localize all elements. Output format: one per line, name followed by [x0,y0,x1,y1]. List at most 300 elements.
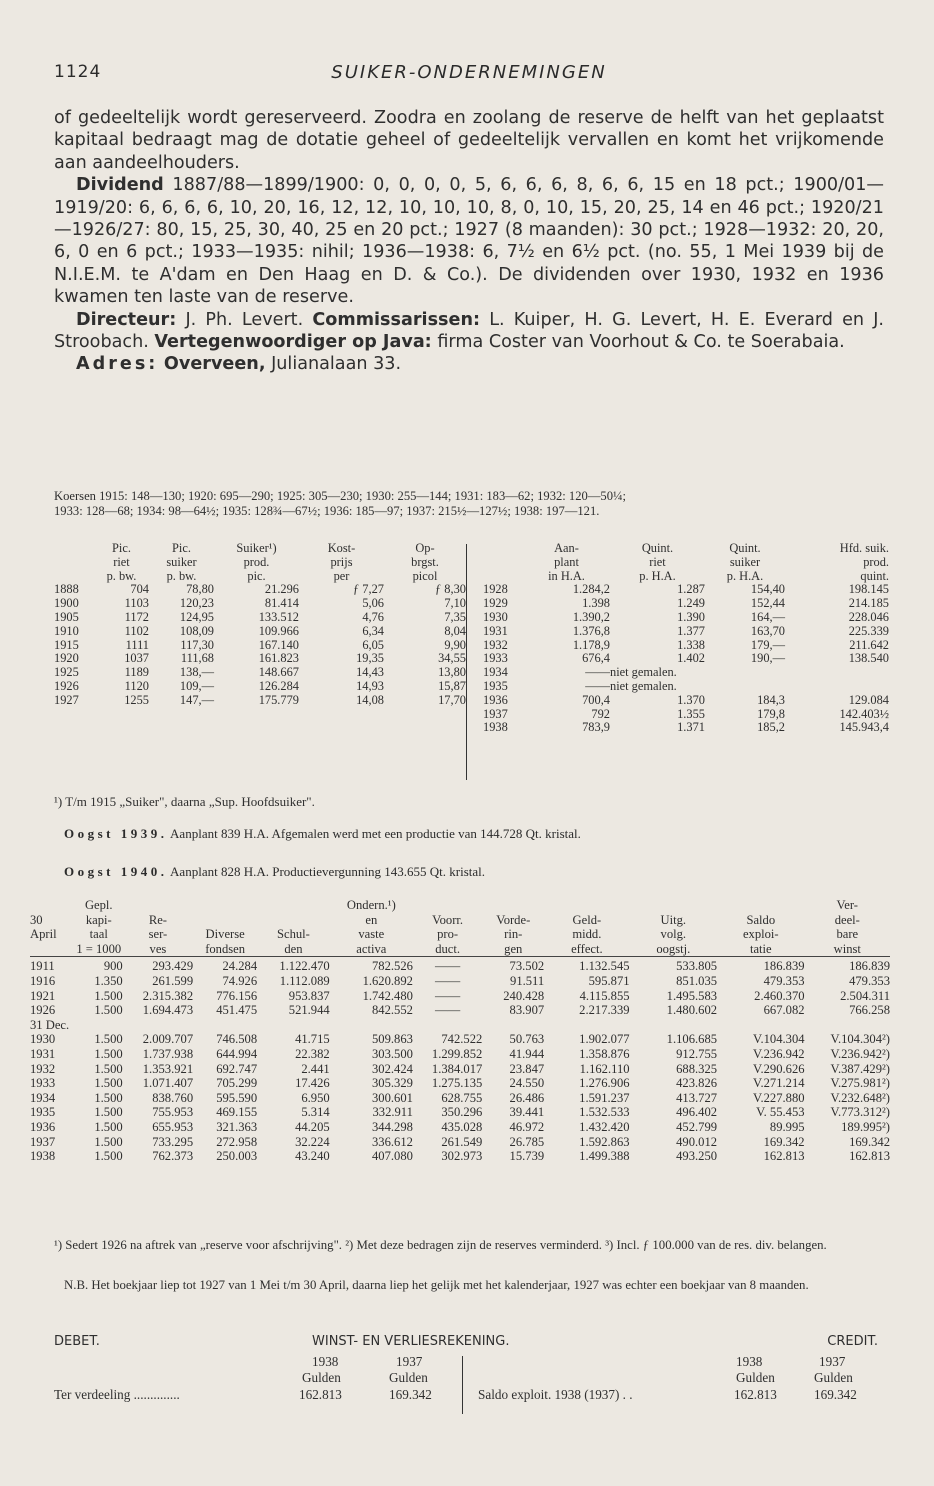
table-row [483,611,889,625]
table-cell: 24.284 [222,959,258,974]
table-cell: 169.342 [763,1134,805,1149]
balance-table [30,898,890,1164]
table-cell [482,898,544,913]
page-number: 1124 [54,62,102,82]
table-cell: 214.185 [848,596,889,611]
table-cell: 111,68 [180,651,214,666]
table-cell: 30 [30,912,43,927]
oogst-1940 [64,864,485,880]
table-cell: V.236.942 [752,1046,805,1061]
table-cell: 1935 [30,1105,56,1120]
table-cell: 17,70 [438,692,466,707]
table-cell: 14,93 [356,678,384,693]
table-cell: 1.370 [677,692,705,707]
table-cell: 1.071.407 [142,1076,194,1091]
table-cell: 124,95 [179,609,214,624]
table-cell: 74.926 [222,973,258,988]
table-cell: 109,— [179,678,214,693]
table-cell [785,666,889,680]
table-cell [257,898,330,913]
table-cell: 19,35 [356,651,384,666]
table-cell: 332.911 [372,1105,413,1120]
table-cell: 31 Dec. [30,1017,70,1032]
table-cell: 8,04 [444,623,466,638]
table-cell: 321.363 [216,1119,258,1134]
table-cell: 23.847 [509,1061,545,1076]
unit-left-1: Gulden [302,1370,341,1385]
table-cell: 1.132.545 [579,959,630,974]
table-cell: 842.552 [372,1003,413,1018]
table-cell: 1921 [30,988,56,1003]
table-cell: tatie [749,941,772,956]
table-cell: 851.035 [676,973,718,988]
table-row [30,1032,890,1047]
table-cell: 413.727 [676,1090,718,1105]
table-cell: 1933 [483,651,508,666]
paragraph-reserve: of gedeeltelijk wordt gereserveerd. Zoodra en zoolang de reserve de helft van het geplaatst kapitaal bedraagt mag de dotatie geheel of gedeeltelijk vervallen en komt het vrijkomende aan aandeelhouders. [54,108,884,173]
table-cell [544,898,629,913]
table-cell: 1.350 [94,973,123,988]
table-cell: 667.082 [763,1003,805,1018]
table-cell: Aan- [554,541,579,555]
table-cell: 1900 [54,596,79,611]
table-cell: 451.475 [216,1003,258,1018]
table-cell: gen [504,941,523,956]
table-cell: 838.760 [152,1090,194,1105]
table-cell: Ondern.¹) [346,898,396,912]
table-cell [30,942,75,957]
table-cell: 1916 [30,973,56,988]
table-cell: p. bw. [106,568,137,583]
table-cell: ser- [148,927,168,942]
paragraph-adres [54,353,884,375]
table-cell: 148.667 [258,665,299,680]
table-header-row [30,898,890,913]
table-cell: 169.342 [849,1134,890,1149]
table-cell: 1.500 [94,1032,123,1047]
table-cell: 755.953 [152,1105,194,1120]
table-cell: 782.526 [372,959,413,974]
table-cell: fondsen [205,941,246,956]
table-header-row [483,570,889,584]
table-row [54,680,466,694]
table-cell: deel- [834,912,860,927]
unit-right-1: Gulden [736,1370,775,1385]
adres-place: Overveen, [163,354,266,375]
table-row [483,708,889,722]
footnote-suiker: ¹) T/m 1915 „Suiker", daarna „Sup. Hoofdsuiker". [54,794,315,809]
table-header-row [483,556,889,570]
table-cell: 1.500 [94,1003,123,1018]
table-cell: 1.299.852 [431,1046,483,1061]
table-cell [785,680,889,694]
table-cell: Ver- [836,898,858,912]
table-cell: 792 [591,706,610,721]
page-header [54,62,884,88]
table-cell: 1927 [54,692,79,707]
table-cell: 1.620.892 [362,973,413,988]
table-cell: 2.009.707 [142,1032,194,1047]
directeur-text: J. Ph. Levert. [185,309,304,330]
table-cell: 50.763 [509,1032,545,1047]
adres-label: Adres: [76,354,159,375]
table-cell: 493.250 [676,1149,718,1164]
table-cell: 145.943,4 [839,720,889,735]
table-cell: V.232.648²) [830,1090,890,1105]
vertegenwoordiger-label: Vertegenwoordiger op Java: [154,332,432,353]
table-cell: 117,30 [180,637,214,652]
year-1937-right: 1937 [819,1354,846,1369]
table-row [54,694,466,708]
table-cell: 21.296 [264,582,299,597]
table-cell: 1933 [30,1076,56,1091]
table-row [483,680,889,694]
table-cell: —— [435,988,461,1003]
winst-title: WINST- EN VERLIESREKENING. [312,1334,510,1349]
oogst-label: Oogst 1940. [64,864,168,879]
production-table-left [54,542,466,708]
table-cell: 1932 [483,637,508,652]
table-cell: 17.426 [295,1076,330,1091]
table-cell: en [365,912,378,927]
table-cell: 1.500 [94,988,123,1003]
table-cell: 1936 [483,692,508,707]
table-cell: 742.522 [441,1032,483,1047]
koersen-line: 1933: 128—68; 1934: 98—64½; 1935: 128¾—67½; 1936: 185—97; 1937: 215½—127½; 1938: 197—121. [54,504,600,518]
table-cell: 912.755 [676,1046,718,1061]
table-cell: 1103 [124,596,149,611]
table-cell: 9,90 [444,637,466,652]
table-cell: 1937 [30,1134,56,1149]
credit-label: CREDIT. [827,1334,878,1349]
table-cell: 1.353.921 [142,1061,194,1076]
table-row [483,652,889,666]
table-row [30,1076,890,1091]
table-cell: 1938 [30,1149,56,1164]
table-cell: —— [435,959,461,974]
table-cell: 1.902.077 [579,1032,630,1047]
table-cell: 1.284,2 [572,582,610,597]
table-cell: 1930 [30,1032,56,1047]
right-value-1938: 162.813 [734,1387,777,1402]
table-cell: 225.339 [848,623,889,638]
table-cell: 250.003 [216,1149,258,1164]
table-cell: 700,4 [582,692,610,707]
table-cell: 302.424 [372,1061,413,1076]
table-cell: 4.115.855 [579,988,630,1003]
table-cell: 1.390 [677,609,705,624]
table-cell: 1.500 [94,1105,123,1120]
table-cell: 1172 [124,609,149,624]
table-cell: 1.178,9 [572,637,610,652]
table-cell: kapi- [85,912,112,927]
table-cell: V.236.942²) [830,1046,890,1061]
table-cell: 644.994 [216,1046,258,1061]
table-cell: prod. [863,554,889,569]
body-text [54,107,884,376]
table-cell: suiker [729,554,761,569]
table-cell: 655.953 [152,1119,194,1134]
table-cell: Saldo [746,912,776,927]
table-cell: 479.353 [849,973,890,988]
table-cell [54,542,94,556]
production-table-right [483,542,889,735]
table-cell: picol [412,568,438,583]
table-cell: 5.314 [301,1105,330,1120]
table-cell: 162.813 [849,1149,890,1164]
table-cell: 1 = 1000 [76,941,122,956]
table-cell: 1935 [483,678,508,693]
table-header-row [54,570,466,584]
table-divider [466,544,467,780]
table-cell: 7,35 [444,609,466,624]
table-cell: 1120 [124,678,149,693]
table-cell: 2.441 [301,1061,330,1076]
table-cell: exploi- [742,927,779,942]
table-cell: Pic. [172,541,191,555]
table-cell [483,542,523,556]
table-cell: 142.403½ [839,706,889,721]
table-cell: 272.958 [216,1134,258,1149]
table-cell: 138,— [179,665,214,680]
table-cell: 1.500 [94,1149,123,1164]
table-cell: 46.972 [509,1119,545,1134]
table-row [483,666,889,680]
table-cell: 164,— [750,609,785,624]
table-cell [54,556,94,570]
table-cell: 41.715 [295,1032,330,1047]
table-cell: 1.742.480 [362,988,413,1003]
table-cell: 452.799 [676,1119,718,1134]
table-cell: V.387.429²) [830,1061,890,1076]
table-row [483,639,889,653]
table-cell: 766.258 [849,1003,890,1018]
table-cell: 1.398 [582,596,610,611]
table-cell: 1.112.089 [279,973,330,988]
table-cell: Kost- [327,541,356,555]
table-row [483,694,889,708]
table-cell: 1.275.135 [431,1076,483,1091]
table-cell [483,556,523,570]
table-cell: 1.694.473 [142,1003,194,1018]
table-cell: riet [113,554,130,569]
table-cell: 704 [130,582,149,597]
table-row [54,583,466,597]
table-cell: 1.377 [677,623,705,638]
table-cell: 41.944 [509,1046,545,1061]
table-cell: 344.298 [372,1119,413,1134]
table-cell: 81.414 [264,596,299,611]
table-cell: 186.839 [849,959,890,974]
table-header-row [30,927,890,942]
table-cell: 186.839 [763,959,805,974]
table-cell: Diverse [205,927,245,942]
table-cell: 179,— [750,637,785,652]
table-cell: 1888 [54,582,79,597]
table-cell: in H.A. [548,568,585,583]
right-value-1937: 169.342 [814,1387,857,1402]
table-cell: 900 [103,959,123,974]
table-cell: 1.737.938 [142,1046,194,1061]
table-cell: den [284,941,303,956]
table-cell: 1.480.602 [666,1003,718,1018]
table-cell: 34,55 [438,651,466,666]
table-cell: V.271.214 [752,1076,805,1091]
table-header-row [483,542,889,556]
table-cell: 303.500 [372,1046,413,1061]
table-cell: 1255 [124,692,149,707]
table-cell [705,680,785,694]
left-label: Ter verdeeling .............. [54,1387,180,1402]
table-cell: 1.500 [94,1076,123,1091]
table-cell: 26.486 [509,1090,545,1105]
table-cell: 1037 [124,651,149,666]
vertegenwoordiger-text: firma Coster van Voorhout & Co. te Soerabaia. [437,332,845,353]
table-cell: Voorr. [432,912,464,927]
dividend-text: 1887/88—1899/1900: 0, 0, 0, 0, 5, 6, 6, 6, 8, 6, 6, 15 en 18 pct.; 1900/01—1919/20: 6, 6, 6, 6, 10, 20, 16, 12, 12, 10, 10, 10, 8, 0, 10, 15, 20, 25, 14 en 46 pct.; 1920/21—1926/27: 80, 15, 25, 30, 40, 25 en 20 pct.; 1927 (8 maanden): 30 pct.; 1928—1932: 20, 20, 6, 0 en 6 pct.; 1933—1935: nihil; 1936—1938: 6, 7½ en 6½ pct. (no. 55, 1 Mei 1939 bij de N.I.E.M. te A'dam en Den Haag en D. & Co.). De dividenden over 1930, 1932 en 1936 kwamen ten laste van de reserve. [54,175,884,308]
table-cell [30,898,75,913]
table-cell: pro- [437,927,459,942]
table-cell: 240.428 [503,988,545,1003]
table-cell: 1.499.388 [579,1149,630,1164]
table-cell: activa [356,941,387,956]
table-cell: 78,80 [186,582,214,597]
table-cell: 1931 [483,623,508,638]
table-cell: niet gemalen. [610,678,677,693]
table-cell: effect. [571,941,603,956]
table-cell: 1.592.863 [579,1134,630,1149]
table-cell: 705.299 [216,1076,258,1091]
table-cell: 1.338 [677,637,705,652]
table-cell: taal [89,927,108,942]
table-cell: 228.046 [848,609,889,624]
table-cell: Schul- [276,927,310,942]
oogst-text: Aanplant 839 H.A. Afgemalen werd met een productie van 144.728 Qt. kristal. [170,826,581,841]
left-value-1937: 169.342 [389,1387,432,1402]
table-cell: —— [435,1003,461,1018]
table-cell: 147,— [179,692,214,707]
table-row [483,597,889,611]
table-header-row [30,913,890,928]
table-cell: V.227.880 [752,1090,805,1105]
table-cell: 1915 [54,637,79,652]
table-cell: V.275.981²) [830,1076,890,1091]
footnotes-balance: ¹) Sedert 1926 na aftrek van „reserve voor afschrijving". ²) Met deze bedragen zijn de reserves verminderd. ³) Incl. ƒ 100.000 van de res. div. belangen. [54,1238,827,1252]
table-cell: 302.973 [441,1149,483,1164]
table-cell: 1928 [483,582,508,597]
table-cell: 595.590 [216,1090,258,1105]
table-cell: 120,23 [179,596,214,611]
table-cell: 163,70 [750,623,785,638]
table-cell: ƒ 8,30 [435,582,466,597]
table-cell: oogstj. [656,941,691,956]
table-cell: 91.511 [510,973,545,988]
table-row [483,625,889,639]
table-cell: 1936 [30,1119,56,1134]
table-cell: V. 55.453 [756,1105,805,1120]
year-1938-left: 1938 [312,1354,339,1369]
table-row [30,1105,890,1120]
table-cell: 129.084 [848,692,889,707]
table-row [54,666,466,680]
adres-street: Julianalaan 33. [271,354,402,375]
table-cell: vaste [358,927,385,942]
table-cell: 1.532.533 [579,1105,630,1120]
table-cell: 1102 [124,623,149,638]
table-cell: 1911 [30,959,55,974]
table-cell: 746.508 [216,1032,258,1047]
table-row [30,1091,890,1106]
table-cell: 6.950 [301,1090,330,1105]
table-cell: 1930 [483,609,508,624]
table-cell: winst [833,941,861,956]
table-cell: V.773.312²) [830,1105,890,1120]
table-cell [123,898,193,913]
table-cell: 73.502 [509,959,545,974]
table-cell: rin- [504,927,523,942]
table-cell: 350.296 [441,1105,483,1120]
table-cell: 521.944 [288,1003,330,1018]
table-cell: 1.500 [94,1134,123,1149]
table-row [30,1062,890,1077]
table-cell: 1.371 [677,720,705,735]
winst-verlies-section [54,1334,884,1412]
table-cell: 688.325 [676,1061,718,1076]
table-cell: suiker [166,554,197,569]
table-cell: April [30,927,57,942]
table-cell: p. H.A. [639,568,676,583]
table-cell: 533.805 [676,959,718,974]
commissarissen-text: L. Kuiper, H. G. Levert, H. E. Everard en J. Stroobach. [54,309,885,353]
table-cell: 6,05 [362,637,384,652]
table-cell: 1932 [30,1061,56,1076]
table-cell: 24.550 [509,1076,545,1091]
table-cell: midd. [572,927,602,942]
table-cell: 1926 [30,1003,56,1018]
year-1938-right: 1938 [736,1354,763,1369]
table-cell: 154,40 [750,582,785,597]
table-cell: 407.080 [372,1149,413,1164]
table-cell: 1937 [483,706,508,721]
table-cell: 423.826 [676,1076,718,1091]
running-title: SUIKER-ONDERNEMINGEN [331,62,607,83]
table-cell [630,898,718,913]
table-header-row [54,542,466,556]
table-cell: Re- [148,912,167,927]
table-row [30,1149,890,1164]
table-cell: 15.739 [509,1149,545,1164]
oogst-1939 [64,826,581,842]
table-cell: V.104.304 [752,1032,805,1047]
table-cell: Suiker¹) [236,541,277,555]
table-cell: 1910 [54,623,79,638]
table-cell: 26.785 [509,1134,545,1149]
commissarissen-label: Commissarissen: [312,309,481,330]
koersen [54,489,884,519]
table-cell: 1.500 [94,1119,123,1134]
table-cell: Pic. [112,541,131,555]
table-cell: Quint. [641,541,674,555]
table-cell: quint. [860,568,889,583]
table-cell: 6,34 [362,623,384,638]
table-cell: 184,3 [757,692,785,707]
table-cell: 762.373 [152,1149,194,1164]
table-cell: 1931 [30,1046,56,1061]
table-cell: 676,4 [582,651,610,666]
table-cell: pic. [247,568,266,583]
table-cell: 479.353 [763,973,805,988]
table-cell: 2.315.382 [142,988,194,1003]
